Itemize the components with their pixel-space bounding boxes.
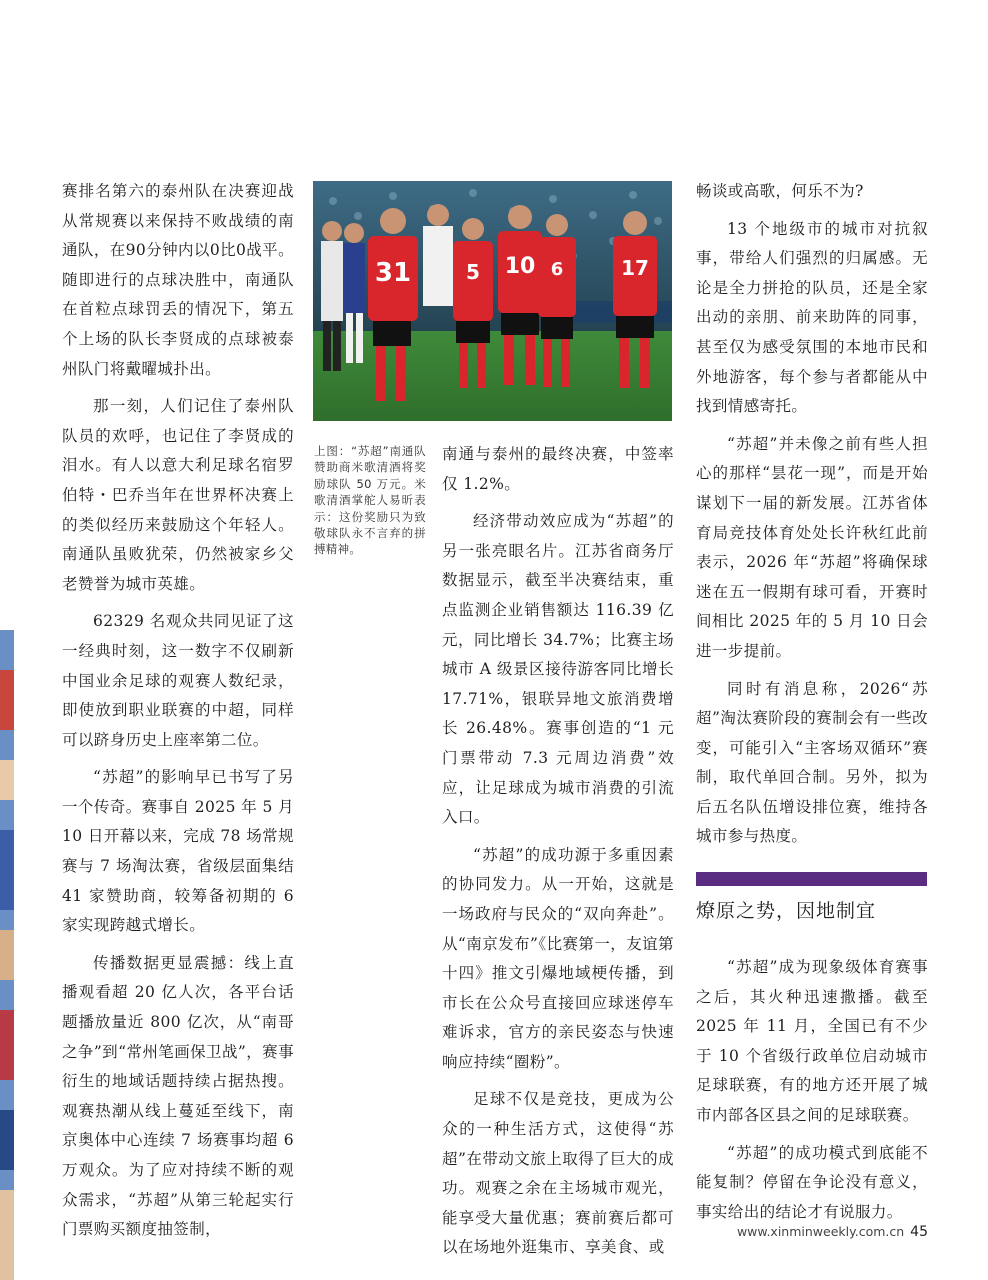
paragraph: “苏超”并未像之前有些人担心的那样“昙花一现”，而是开始谋划下一届的新发展。江苏省体育局竞技体育处处长许秋红此前表示，2026 年“苏超”将确保球迷在五一假期有球可看，开赛时间相比 2025 年的 5 月 10 日会进一步提前。	[696, 434, 928, 660]
edge-photo-illustration	[0, 630, 14, 1280]
jersey-number: 5	[466, 260, 480, 284]
jersey-number: 10	[504, 254, 536, 279]
website-url: www.xinminweekly.com.cn	[736, 1224, 905, 1239]
paragraph: 那一刻，人们记住了泰州队队员的欢呼，也记住了李贤成的泪水。有人以意大利足球名宿罗伯特・巴乔当年在世界杯决赛上的类似经历来鼓励这个年轻人。南通队虽败犹荣，仍然被家乡父老赞誉为城市英雄。	[62, 397, 294, 593]
photo-illustration	[313, 181, 672, 421]
jersey-number: 17	[621, 256, 649, 280]
adjacent-page-photo-edge	[0, 630, 14, 1280]
paragraph: 同时有消息称，2026“苏超”淘汰赛阶段的赛制会有一些改变，可能引入“主客场双循环”赛制，取代单回合制。另外，拟为后五名队伍增设排位赛，维持各城市参与热度。	[696, 679, 928, 846]
paragraph: 赛排名第六的泰州队在决赛迎战从常规赛以来保持不败战绩的南通队，在90分钟内以0比0战平。随即进行的点球决胜中，南通队在首粒点球罚丢的情况下，第五个上场的队长李贤成的点球被泰州队门将戴曜城扑出。	[62, 182, 294, 378]
jersey-number: 6	[550, 259, 564, 280]
paragraph: 62329 名观众共同见证了这一经典时刻，这一数字不仅刷新中国业余足球的观赛人数纪录，即使放到职业联赛的中超，同样可以跻身历史上座率第二位。	[62, 612, 294, 749]
paragraph: 传播数据更显震撼：线上直播观看超 20 亿人次，各平台话题播放量近 800 亿次，从“南哥之争”到“常州笔画保卫战”，赛事衍生的地域话题持续占据热搜。观赛热潮从线上蔓延至线下，南京奥体中心连续 7 场赛事均超 6 万观众。为了应对持续不断的观众需求，“苏超”从第三轮起实行门票购买额度抽签制，	[62, 953, 294, 1239]
paragraph: “苏超”的成功源于多重因素的协同发力。从一开始，这就是一场政府与民众的“双向奔赴”。从“南京发布”《比赛第一，友谊第十四》推文引爆地域梗传播，到市长在公众号直接回应球迷停车难诉求，官方的亲民姿态与快速响应持续“圈粉”。	[442, 845, 674, 1071]
paragraph: “苏超”的成功模式到底能不能复制？停留在争论没有意义，事实给出的结论才有说服力。	[696, 1143, 928, 1221]
paragraph: 足球不仅是竞技，更成为公众的一种生活方式，这使得“苏超”在带动文旅上取得了巨大的成功。观赛之余在主场城市观光，能享受大量优惠；赛前赛后都可以在场地外逛集市、享美食、或	[442, 1090, 674, 1257]
page-number: 45	[910, 1224, 928, 1240]
paragraph: “苏超”成为现象级体育赛事之后，其火种迅速撒播。截至 2025 年 11 月，全国已有不少于 10 个省级行政单位启动城市足球联赛，有的地方还开展了城市内部各区县之间的足球联赛。	[696, 958, 928, 1124]
paragraph: 13 个地级市的城市对抗叙事，带给人们强烈的归属感。无论是全力拼抢的队员，还是全家出动的亲朋、前来助阵的同事，甚至仅为感受氛围的本地市民和外地游客，每个参与者都能从中找到情感寄托。	[696, 219, 928, 416]
page-footer	[737, 1224, 928, 1240]
paragraph: 经济带动效应成为“苏超”的另一张亮眼名片。江苏省商务厅数据显示，截至半决赛结束，重点监测企业销售额达 116.39 亿元，同比增长 34.7%；比赛主场城市 A 级景区接待游客同比增长 17.71%，银联异地文旅消费增长 26.48%。赛事创造的“1 元门票带动 7.3 元周边消费”效应，让足球成为城市消费的引流入口。	[442, 512, 674, 827]
photo-caption: 上图：“苏超”南通队赞助商米歌清酒将奖励球队 50 万元。米歌清酒掌舵人易昕表示：这份奖励只为致敬球队永不言弃的拼搏精神。	[314, 444, 426, 557]
article-column-4	[696, 177, 928, 852]
paragraph: 畅谈或高歌，何乐不为?	[696, 182, 864, 200]
section-heading: 燎原之势，因地制宜	[696, 900, 877, 922]
paragraph: “苏超”的影响早已书写了另一个传奇。赛事自 2025 年 5 月 10 日开幕以来，完成 78 场常规赛与 7 场淘汰赛，省级层面集结 41 家赞助商，较筹备初期的 6 家实现跨越式增长。	[62, 768, 294, 935]
article-column-3	[442, 440, 674, 1263]
football-team-photo	[313, 181, 672, 421]
article-column-4-continued	[696, 953, 928, 1227]
paragraph: 南通与泰州的最终决赛，中签率仅 1.2%。	[442, 445, 674, 493]
article-column-1	[62, 177, 294, 1245]
section-divider-bar	[696, 872, 927, 886]
jersey-number: 31	[374, 258, 412, 288]
